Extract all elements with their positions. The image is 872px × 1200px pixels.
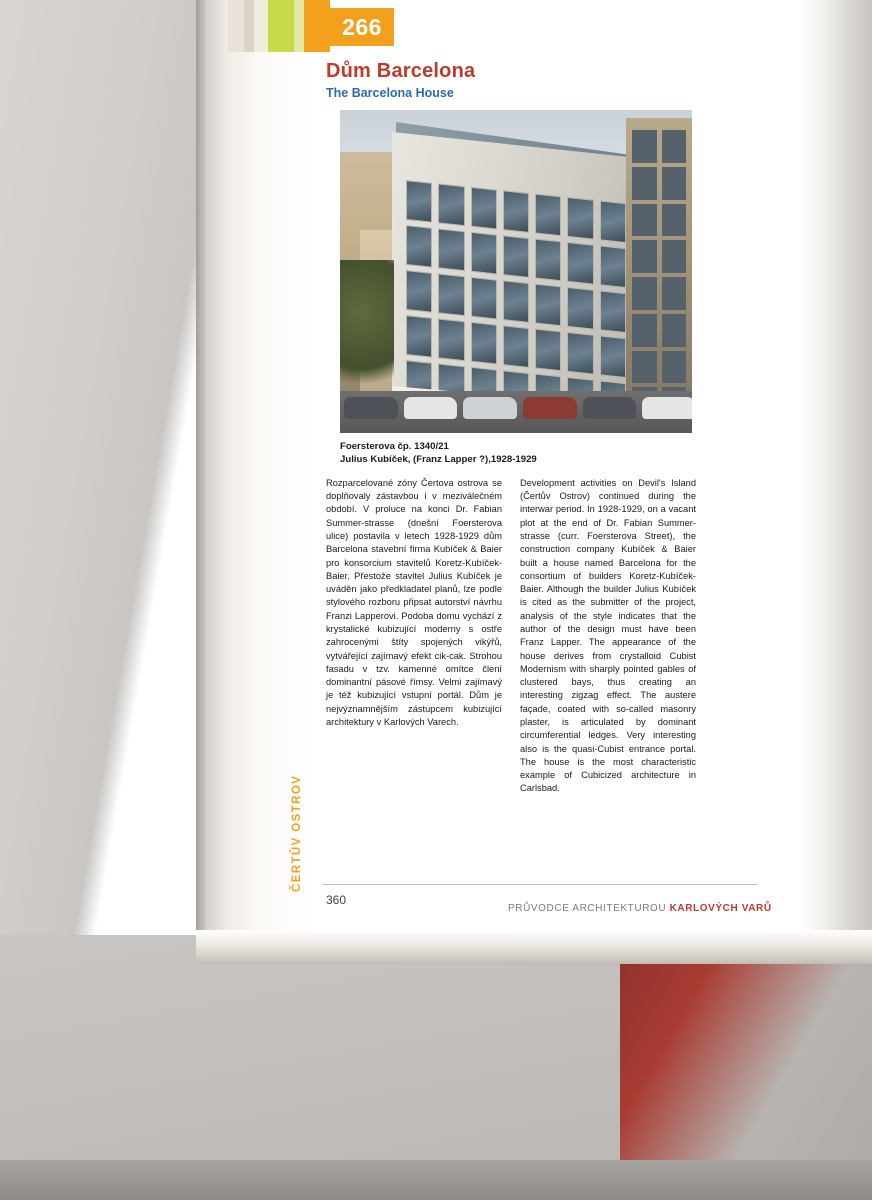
article-body — [326, 477, 696, 796]
chapter-side-label: ČERTŮV OSTROV — [291, 774, 303, 892]
caption-address: Foersterova čp. 1340/21 — [340, 441, 449, 452]
footer-page-number: 360 — [326, 893, 347, 907]
article-column-english — [520, 477, 696, 796]
background-bottom-shadow — [0, 1160, 872, 1200]
footer-divider — [322, 884, 758, 885]
footer-book-title — [508, 903, 772, 914]
page-spine-edge — [196, 0, 206, 952]
page-bottom-curl — [196, 930, 872, 964]
building-photograph — [340, 110, 692, 433]
article-text-czech: Rozparcelované zóny Čertova ostrova se doplňovaly zástavbou i v meziválečném období. V proluce na konci Dr. Fabian Summer-strasse (dnešní Foersterova ulice) postavila v letech 1928-1929 dům Barcelona stavební firma Kubíček & Baier pro konsorcium stavitelů Koretz-Kubíček-Baier. Přestože stavitel Julius Kubíček je uváděn jako předkladatel planů, lze podle stylového rozboru připsat autorství návrhu Franzi Lapperovi. Podoba domu vychází z krystalické kubizující moderny s ostře zahrocenými štíty spojených vikýřů, vytvářející zajímavý efekt cik-cak. Strohou fasadu v tzv. kamenné omítce člení dominantní pásové římsy. Velmi zajímavý je též kubizující vstupní portál. Dům je nejvýznamnějším zástupcem kubizující architektury v Karlových Varech. — [326, 477, 502, 727]
article-title-english: The Barcelona House — [326, 86, 454, 100]
page-number-tab: 266 — [330, 8, 394, 46]
photo-right-building-windows — [632, 130, 686, 420]
article-title-czech: Dům Barcelona — [326, 60, 476, 82]
article-text-english: Development activities on Devil's Island (Čertův Ostrov) continued during the interwar period. In 1928-1929, on a vacant plot at the end of Dr. Fabian Summer-strasse (curr. Foersterova Street), the construction company Kubíček & Baier built a house named Barcelona for the consortium of builders Koretz-Kubíček-Baier. Although the builder Julius Kubíček is cited as the submitter of the project, analysis of the style indicates that the author of the design must have been Franz Lapper. The appearance of the house derives from crystalloid Cubist Modernism with sharply pointed gables of clustered bays, thus creating an interesting zigzag effect. The austere façade, coated with so-called masonry plaster, is articulated by dominant circumferential ledges. Very interesting also is the quasi-Cubist entrance portal. The house is the most characteristic example of Cubicized architecture in Carlsbad. — [520, 477, 696, 794]
photo-caption — [340, 441, 696, 467]
caption-architect: Julius Kubíček, (Franz Lapper ?),1928-1929 — [340, 453, 537, 465]
page-content — [326, 60, 696, 796]
footer-book-title-accent: KARLOVÝCH VARŮ — [669, 903, 772, 914]
article-column-czech — [326, 477, 502, 796]
page-right-edge — [800, 0, 872, 950]
photo-parked-cars — [340, 385, 692, 419]
footer-book-title-plain: PRŮVODCE ARCHITEKTUROU — [508, 903, 670, 914]
